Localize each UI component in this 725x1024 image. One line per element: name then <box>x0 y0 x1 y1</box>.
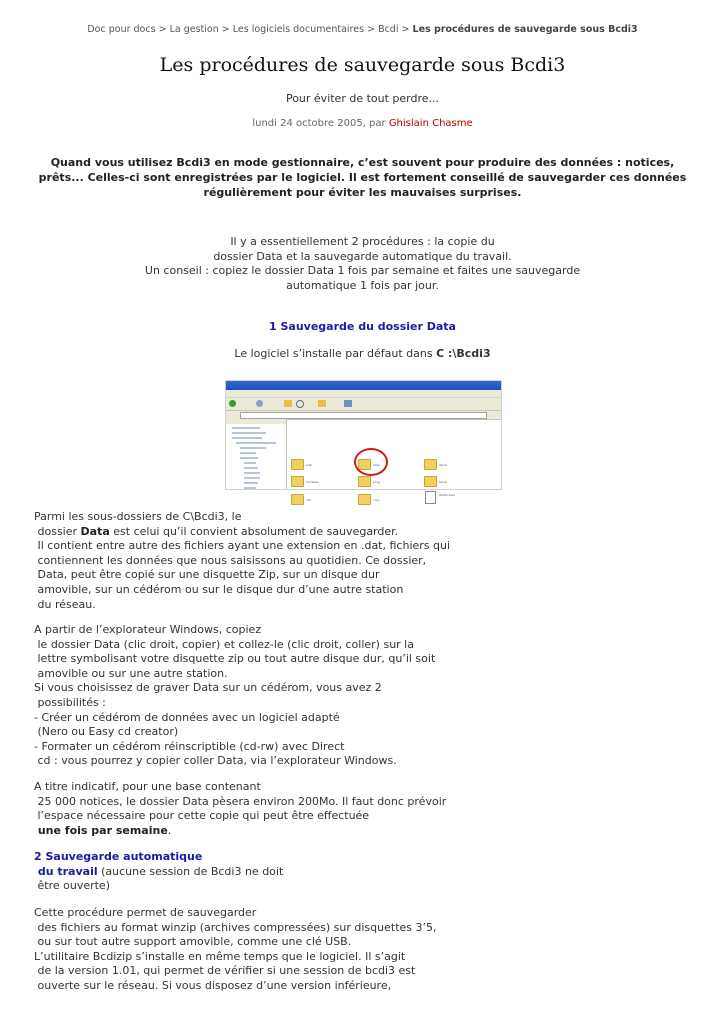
breadcrumb-link-bcdi[interactable]: Bcdi <box>378 24 399 35</box>
text-line: amovible, sur un cédérom ou sur le disque dur d’une autre station <box>34 582 404 596</box>
folder-icon <box>291 459 304 470</box>
back-icon <box>229 400 236 407</box>
byline-date: lundi 24 octobre 2005, par <box>252 118 389 129</box>
folder-label: vrac <box>373 498 380 502</box>
folder-icon <box>424 459 437 470</box>
breadcrumb-link-doc-pour-docs[interactable]: Doc pour docs <box>87 24 156 35</box>
install-text: Le logiciel s’installe par défaut dans <box>234 347 437 360</box>
folder-icon <box>291 476 304 487</box>
text-line <box>34 865 454 880</box>
text-line: - Créer un cédérom de données avec un logiciel adapté <box>34 710 340 724</box>
file-label: Outils Ines <box>439 493 455 497</box>
text-line: des fichiers au format winzip (archives compressées) sur disquettes 3’5, <box>34 920 437 934</box>
text-line: être ouverte) <box>34 879 110 893</box>
tree-item <box>236 442 276 444</box>
article-lead: Quand vous utilisez Bcdi3 en mode gestionnaire, c’est souvent pour produire des données : notices, prêts... Celles-ci sont enregistrées par le logiciel. Il est fortement conseillé de sauvegarder ces données régulièrement pour éviter les mauvaises surprises. <box>38 156 687 199</box>
text-line: contiennent les données que nous saisissons au quotidien. Ce dossier, <box>34 553 427 567</box>
paragraph-copy-steps <box>34 623 454 769</box>
text-line: de la version 1.01, qui permet de vérifier si une session de bcdi3 est <box>34 964 416 978</box>
emphasis-data: Data <box>80 524 110 538</box>
text-line: 25 000 notices, le dossier Data pèsera environ 200Mo. Il faut donc prévoir <box>34 794 447 808</box>
text-line: Si vous choisissez de graver Data sur un cédérom, vous avez 2 <box>34 681 382 695</box>
tree-item <box>240 447 266 449</box>
folder-label: data <box>373 463 380 467</box>
tree-item <box>232 432 266 434</box>
folder-up-icon <box>284 400 292 407</box>
author-link[interactable]: Ghislain Chasme <box>388 118 473 129</box>
text-line: l’espace nécessaire pour cette copie qui peut être effectuée <box>34 809 370 823</box>
window-menubar <box>226 390 501 398</box>
forward-icon <box>256 400 263 407</box>
text-line: Il contient entre autre des fichiers ayant une extension en .dat, fichiers qui <box>34 539 451 553</box>
folder-label: modeles <box>306 480 319 484</box>
paragraph-size-note <box>34 780 454 838</box>
emphasis-weekly: une fois par semaine <box>34 823 168 837</box>
breadcrumb <box>0 24 725 35</box>
highlight-circle <box>354 448 388 476</box>
folder-icon <box>424 476 437 487</box>
text-span: est celui qu’il convient absolument de sauvegarder. <box>109 524 399 538</box>
byline <box>0 118 725 129</box>
text-line: Parmi les sous-dossiers de C\Bcdi3, le <box>34 510 242 523</box>
intro-line: Un conseil : copiez le dossier Data 1 fois par semaine et faites une sauvegarde <box>144 264 581 278</box>
intro-line: dossier Data et la sauvegarde automatique du travail. <box>213 249 512 263</box>
text-line: possibilités : <box>34 695 106 709</box>
install-path-text <box>140 347 585 362</box>
folder-icon <box>358 476 371 487</box>
paragraph-data-folder <box>34 510 454 612</box>
text-line <box>34 525 454 540</box>
text-span: . <box>167 823 172 837</box>
document-icon <box>425 491 436 504</box>
breadcrumb-separator: > <box>401 24 410 35</box>
text-span: (aucune session de Bcdi3 ne doit <box>97 864 284 878</box>
tree-item <box>240 452 256 454</box>
text-span: dossier <box>34 524 81 538</box>
page-title: Les procédures de sauvegarde sous Bcdi3 <box>159 54 566 76</box>
window-body <box>226 419 501 502</box>
text-line: cd : vous pourrez y copier coller Data, via l’explorateur Windows. <box>34 754 397 768</box>
explorer-screenshot <box>225 380 502 502</box>
text-line: A titre indicatif, pour une base contenant <box>34 780 261 793</box>
folder-icon <box>358 494 371 505</box>
tree-item <box>244 472 260 474</box>
text-line: A partir de l’explorateur Windows, copiez <box>34 623 262 636</box>
folders-icon <box>318 400 326 407</box>
views-icon <box>344 400 352 407</box>
section-2-block <box>34 850 454 894</box>
text-line: - Formater un cédérom réinscriptible (cd-rw) avec Direct <box>34 739 345 753</box>
intro-line: automatique 1 fois par jour. <box>286 278 439 292</box>
intro-line: Il y a essentiellement 2 procédures : la copie du <box>230 235 495 248</box>
tree-item <box>240 457 258 459</box>
breadcrumb-link-logiciels-documentaires[interactable]: Les logiciels documentaires <box>232 24 365 35</box>
text-line: le dossier Data (clic droit, copier) et collez-le (clic droit, coller) sur la <box>34 637 414 651</box>
breadcrumb-separator: > <box>158 24 167 35</box>
folder-label: util <box>306 498 311 502</box>
text-line: amovible ou sur une autre station. <box>34 666 228 680</box>
breadcrumb-separator: > <box>367 24 376 35</box>
breadcrumb-current: Les procédures de sauvegarde sous Bcdi3 <box>412 24 638 35</box>
folder-label: temp <box>439 480 447 484</box>
tree-item <box>232 437 262 439</box>
text-line: lettre symbolisant votre disquette zip ou tout autre disque dur, qu’il soit <box>34 652 436 666</box>
text-line: L’utilitaire Bcdizip s’installe en même temps que le logiciel. Il s’agit <box>34 949 406 963</box>
section-1-heading: 1 Sauvegarde du dossier Data <box>269 320 456 333</box>
text-line: du réseau. <box>34 597 96 611</box>
tree-item <box>244 477 260 479</box>
install-path: C :\Bcdi3 <box>436 347 491 360</box>
tree-item <box>244 482 258 484</box>
text-line <box>34 824 454 839</box>
search-icon <box>296 400 304 408</box>
tree-header <box>226 419 286 424</box>
window-toolbar <box>226 398 501 411</box>
text-line: Cette procédure permet de sauvegarder <box>34 906 257 919</box>
text-line: (Nero ou Easy cd creator) <box>34 725 179 739</box>
window-titlebar <box>226 381 501 390</box>
folder-tree <box>226 419 287 489</box>
folder-label: dems <box>439 463 448 467</box>
folder-label: prog <box>373 480 380 484</box>
intro-paragraph <box>140 235 585 293</box>
address-field <box>240 412 487 419</box>
folder-icon <box>291 494 304 505</box>
section-2-heading: 2 Sauvegarde automatique <box>34 850 203 863</box>
tree-item <box>244 487 256 489</box>
tree-item <box>244 462 256 464</box>
folder-label: adb <box>306 463 312 467</box>
breadcrumb-link-la-gestion[interactable]: La gestion <box>169 24 219 35</box>
section-2-heading-cont: du travail <box>34 864 98 878</box>
text-line: Data, peut être copié sur une disquette Zip, sur un disque dur <box>34 568 380 582</box>
page-subtitle: Pour éviter de tout perdre... <box>285 92 440 105</box>
tree-item <box>232 427 260 429</box>
tree-item <box>244 467 258 469</box>
text-line: ouverte sur le réseau. Si vous disposez d’une version inférieure, <box>34 978 392 992</box>
paragraph-bcdizip <box>34 906 454 994</box>
breadcrumb-separator: > <box>221 24 230 35</box>
text-line: ou sur tout autre support amovible, comme une clé USB. <box>34 935 352 949</box>
